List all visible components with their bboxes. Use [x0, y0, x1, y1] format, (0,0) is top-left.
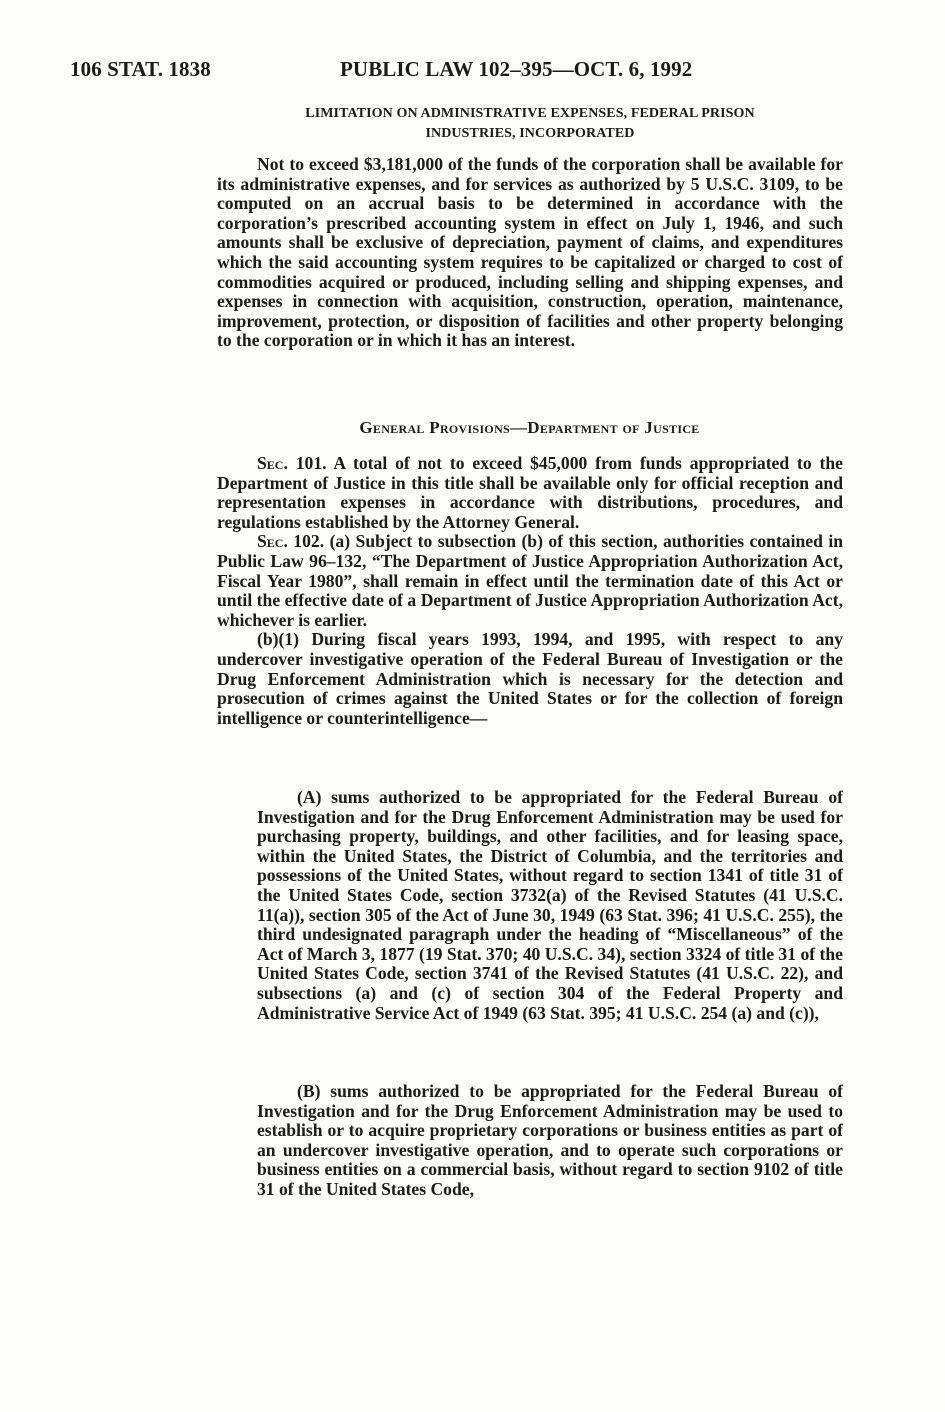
sec-101-paragraph — [217, 454, 843, 532]
running-head — [70, 57, 870, 87]
public-law-title: PUBLIC LAW 102–395—OCT. 6, 1992 — [340, 57, 693, 81]
subsection-b1-paragraph: (b)(1) During fiscal years 1993, 1994, and 1995, with respect to any undercover investigative operation of the Federal Bureau of Investigation or the Drug Enforcement Administration which is necessary for the detection and prosecution of crimes against the United States or for the collection of foreign intelligence or counterintelligence— — [217, 629, 843, 728]
subparagraph-a-block — [257, 788, 843, 1023]
subparagraph-b-block — [257, 1082, 843, 1200]
section-heading-general-provisions: General Provisions—Department of Justice — [359, 418, 700, 437]
sec-101-label: Sec. 101. — [257, 453, 327, 473]
sec-102-label: Sec. 102. — [257, 531, 325, 552]
section-heading-prison-industries — [230, 104, 830, 144]
administrative-expenses-block — [217, 155, 843, 351]
heading-line-1: LIMITATION ON ADMINISTRATIVE EXPENSES, FEDERAL PRISON — [305, 106, 755, 121]
sec-102-text: (a) Subject to subsection (b) of this section, authorities contained in Public Law 96–132, “The Department of Justice Appropriation Authorization Act, Fiscal Year 1980”, shall remain in effect until the termination date of this Act or until the effective date of a Department of Justice Appropriation Authorization Act, whichever is earlier. — [217, 531, 844, 630]
sec-102-paragraph — [217, 532, 843, 630]
general-provisions-block — [217, 454, 843, 728]
subparagraph-b: (B) sums authorized to be appropriated for the Federal Bureau of Investigation and for the Drug Enforcement Administration may be used to establish or to acquire proprietary corporations or business entities as part of an undercover investigative operation, and to operate such corporations or business entities on a commercial basis, without regard to section 9102 of title 31 of the United States Code, — [257, 1081, 843, 1199]
sec-101-text: A total of not to exceed $45,000 from funds appropriated to the Department of Justice in this title shall be available only for official reception and representation expenses in accordance with distributions, procedures, and regulations established by the Attorney General. — [217, 453, 843, 532]
administrative-expenses-paragraph: Not to exceed $3,181,000 of the funds of the corporation shall be available for its administrative expenses, and for services as authorized by 5 U.S.C. 3109, to be computed on an accrual basis to be determined in accordance with the corporation’s prescribed accounting system in effect on July 1, 1946, and such amounts shall be exclusive of depreciation, payment of claims, and expenditures which the said accounting system requires to be capitalized or charged to cost of commodities acquired or produced, including selling and shipping expenses, and expenses in connection with acquisition, construction, operation, maintenance, improvement, protection, or disposition of facilities and other property belonging to the corporation or in which it has an interest. — [217, 154, 843, 351]
heading-line-2: INDUSTRIES, INCORPORATED — [425, 126, 635, 141]
stat-page-number: 106 STAT. 1838 — [70, 57, 211, 81]
subparagraph-a: (A) sums authorized to be appropriated for the Federal Bureau of Investigation and for the Drug Enforcement Administration may be used for purchasing property, buildings, and other facilities, and for leasing space, within the United States, the District of Columbia, and the territories and possessions of the United States, without regard to section 1341 of title 31 of the United States Code, section 3732(a) of the Revised Statutes (41 U.S.C. 11(a)), section 305 of the Act of June 30, 1949 (63 Stat. 396; 41 U.S.C. 255), the third undesignated paragraph under the heading of “Miscellaneous” of the Act of March 3, 1877 (19 Stat. 370; 40 U.S.C. 34), section 3324 of title 31 of the United States Code, section 3741 of the Revised Statutes (41 U.S.C. 22), and subsections (a) and (c) of section 304 of the Federal Property and Administrative Service Act of 1949 (63 Stat. 395; 41 U.S.C. 254 (a) and (c)), — [257, 787, 843, 1023]
